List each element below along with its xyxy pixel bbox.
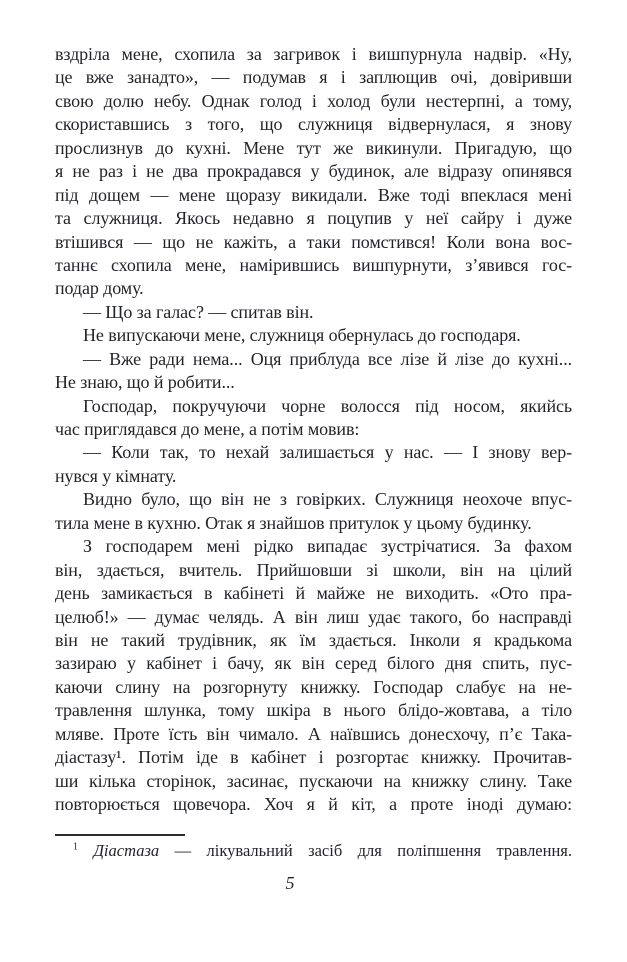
text-line: — Що за галас? — спитав він. [83,301,314,322]
text-line: травлення шлунка, тому шкіра в нього блідо-жовтава, а тіло [55,700,572,721]
text-line: мляве. Проте їсть він чимало. А наївшись донесхочу, п’є Така- [55,723,572,744]
footnote-marker: 1 [73,841,78,853]
text-line: під дощем — мене щоразу викидали. Вже тоді впеклася мені [55,184,572,205]
text-line: повторюється щовечора. Хоч я й кіт, а проте іноді думаю: [55,794,572,814]
text-line: час приглядався до мене, а потім мовив: [55,419,360,439]
text-line: нувся у кімнату. [55,465,177,486]
text-line: я не раз і не два прокрадався у будинок, але відразу опинявся [55,161,572,182]
text-line: подар дому. [55,278,144,299]
footnote-term: Діастаза [93,841,160,860]
text-line: таннє схопила мене, намірившись вишпурнути, з’явився гос- [55,254,572,275]
text-line: це вже занадто», — подумав я і заплющив очі, довіривши [55,67,572,88]
text-block [55,43,572,816]
text-line: Господар, покручуючи чорне волосся під носом, якийсь [83,395,572,416]
text-line: З господарем мені рідко випадає зустрічатися. За фахом [83,536,572,557]
text-line: — Коли так, то нехай залишається у нас. — І знову вер- [83,442,572,463]
text-line: зазираю у кабінет і бачу, як він серед білого дня спить, пус- [55,653,572,674]
text-line: він не такий трудівник, як їм здається. Інколи я крадькома [55,629,572,650]
text-line: каючи слину на розгорнуту книжку. Господар слабує на не- [55,676,572,697]
text-line: целюб!» — думає челядь. А він лиш удає такого, бо насправді [55,606,572,627]
text-line: Не знаю, що й робити... [55,372,235,393]
text-line: втішився — що не кажіть, а таки помстився! Коли вона вос- [55,231,572,252]
text-line: день замикається в кабінеті й майже не виходить. «Ото пра- [55,583,572,604]
footnote-separator [55,834,185,836]
text-line: вздріла мене, схопила за загривок і вишпурнула надвір. «Ну, [55,44,572,64]
text-line: ши кілька сторінок, засинає, пускаючи на книжку слину. Таке [55,770,572,791]
text-line: тила мене в кухню. Отак я знайшов притулок у цьому будинку. [55,512,532,533]
text-line: — Вже ради нема... Оця приблуда все лізе й лізе до кухні... [83,348,572,369]
footnote [55,840,572,862]
text-line: та служниця. Якось недавно я поцупив у неї сайру і дуже [55,208,572,229]
text-line: прослизнув до кухні. Мене тут же викинули. Пригадую, що [55,137,572,158]
text-line: Видно було, що він не з говірких. Служниця неохоче впус- [83,489,572,510]
page-number: 5 [285,873,295,893]
footnote-text: — лікувальний засіб для поліпшення травлення. [174,841,573,860]
text-line: свою долю небу. Однак голод і холод були нестерпні, а тому, [55,90,572,111]
text-line: Не випускаючи мене, служниця обернулась до господаря. [83,325,521,346]
text-line: діастазу¹. Потім іде в кабінет і розгортає книжку. Прочитав- [55,747,572,768]
text-line: він, здається, вчитель. Прийшовши зі школи, він на цілий [55,559,572,580]
text-line: скориставшись з того, що служниця відвернулася, я знову [55,114,572,135]
